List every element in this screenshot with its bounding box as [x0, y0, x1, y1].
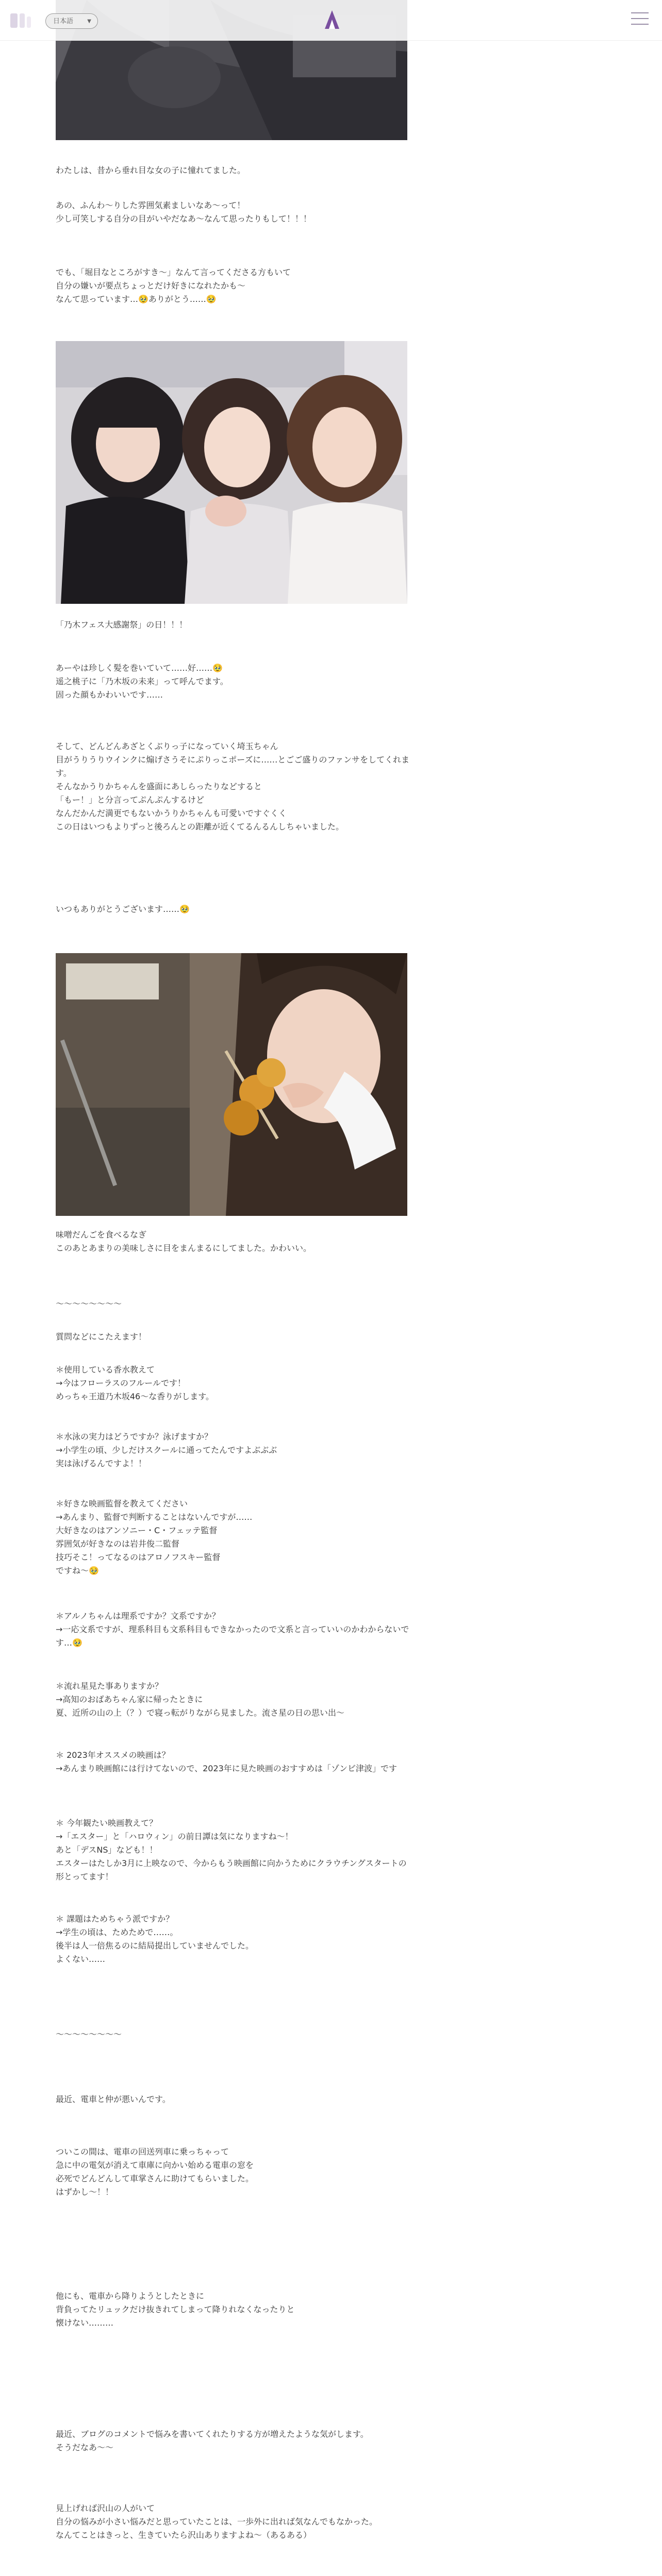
blog-text: 味噌だんごを食べるなぎ: [56, 1230, 147, 1240]
brand-mark-icon[interactable]: [322, 8, 342, 31]
blog-text: ＊ 2023年オススメの映画は？: [56, 1750, 170, 1760]
qa-item-7: [56, 1817, 411, 1884]
blog-text: 「乃木フェス大感謝祭」の日！！！: [56, 620, 188, 630]
language-label: 日本語: [53, 18, 74, 25]
blog-text: 技巧そこ！ってなるのはアロノフスキー監督: [56, 1552, 221, 1562]
blog-text: 〜〜〜〜〜〜〜〜: [56, 2029, 122, 2039]
blog-text: このあとあまりの美味しさに目をまんまるにしてました。かわいい。: [56, 1243, 312, 1253]
blog-text: →学生の頃は、ためためで……。: [56, 1927, 178, 1937]
blog-paragraph-13: [56, 2428, 411, 2454]
blog-text: 雰囲気が好きなのは岩井俊二監督: [56, 1539, 180, 1549]
blog-text: 急に中の電気が消えて車庫に向かい始める電車の窓を: [56, 2160, 254, 2170]
blog-text: あと「デスNS」なども！！: [56, 1845, 158, 1855]
blog-paragraph-1: [56, 164, 411, 177]
blog-text: 少し可笑しする自分の目がいやだなあ〜なんて思ったりもして！！！: [56, 214, 312, 224]
blog-text: ＊好きな映画監督を教えてください: [56, 1499, 188, 1509]
blog-text: なんて思っています…🥹ありがとう……🥹: [56, 294, 217, 304]
blog-text: 固った顔もかわいいです……: [56, 690, 163, 700]
blog-text: 最近、ブログのコメントで悩みを書いてくれたりする方が増えたような気がします。: [56, 2429, 369, 2439]
site-header: [0, 0, 662, 41]
qa-item-2: [56, 1430, 411, 1470]
blog-text: ＊水泳の実力はどうですか？泳げますか？: [56, 1432, 213, 1442]
qa-item-1: [56, 1363, 411, 1403]
blog-text: ＊使用している香水教えて: [56, 1365, 155, 1375]
blog-paragraph-11: [56, 2145, 411, 2199]
blog-text: 「もー！」と分言ってぷんぷんするけど: [56, 795, 205, 805]
blog-text: 後半は人一倍焦るのに結局提出していませんでした。: [56, 1941, 254, 1951]
blog-text: ＊ 今年観たい映画教えて？: [56, 1818, 158, 1828]
qa-item-5: [56, 1680, 411, 1720]
blog-divider-2: [56, 2028, 411, 2041]
blog-text: 自分の嫌いが要点ちょっとだけ好きになれたかも〜: [56, 281, 246, 291]
blog-text: ついこの間は、電車の回送列車に乗っちゃって: [56, 2147, 229, 2157]
blog-text: そして、どんどんあざとくぶりっ子になっていく埼玉ちゃん: [56, 741, 278, 751]
blog-text: 夏、近所の山の上（？）で寝っ転がりながら見ました。流さ星の日の思い出〜: [56, 1708, 345, 1718]
blog-text: 〜〜〜〜〜〜〜〜: [56, 1299, 122, 1309]
blog-text: ですね〜🥹: [56, 1566, 99, 1575]
blog-text: でも、「堀目なところがすき〜」なんて言ってくださる方もいて: [56, 267, 291, 277]
language-selector[interactable]: [45, 13, 98, 29]
blog-text: めっちゃ王道乃木坂46〜な香りがします。: [56, 1392, 214, 1401]
blog-text: →小学生の頃、少しだけスクールに通ってたんですよぶぶぶ: [56, 1445, 277, 1455]
blog-text: そうだなあ〜〜: [56, 2443, 114, 2452]
blog-text: ＊アルノちゃんは理系ですか？文系ですか？: [56, 1611, 220, 1621]
blog-text: ＊ 課題はためちゃう派ですか？: [56, 1914, 174, 1924]
blog-text: 目がうりうりウインクに煽げさうそにぷりっこポーズに……とごご盛りのファンサをしてくれます。: [56, 755, 410, 778]
nogizaka-logo-icon[interactable]: [9, 11, 33, 30]
qa-item-3: [56, 1497, 411, 1578]
blog-photo-3: [56, 953, 407, 1216]
blog-text: 自分の悩みが小さい悩みだと思っていたことは、一歩外に出れば気なんでもなかった。: [56, 2517, 378, 2527]
blog-paragraph-9: [56, 1330, 411, 1344]
blog-text: →「エスター」と「ハロウィン」の前日譚は気になりますね〜！: [56, 1832, 293, 1841]
blog-text: →一応文系ですが、理系科目も文系科目もできなかったので文系と言っていいのかわからないです…🥹: [56, 1624, 409, 1648]
blog-paragraph-3: [56, 266, 411, 306]
blog-paragraph-10: [56, 2093, 411, 2106]
blog-text: エスターはたしか3月に上映なので、今からもう映画館に向かうためにクラウチングスタートの形とってます！: [56, 1858, 407, 1882]
blog-text: 必死でどんどんして車掌さんに助けてもらいました。: [56, 2174, 254, 2183]
blog-divider-1: [56, 1297, 411, 1311]
blog-text: この日はいつもよりずっと後ろんとの距離が近くてるんるんしちゃいました。: [56, 822, 344, 832]
blog-text: →高知のおばあちゃん家に帰ったときに: [56, 1694, 203, 1704]
blog-text: わたしは、昔から垂れ目な女の子に憧れてました。: [56, 165, 246, 175]
blog-text: あーやは珍しく髪を巻いていて……好……🥹: [56, 663, 223, 673]
chevron-down-icon: ▼: [87, 19, 91, 24]
blog-text: →今はフローラスのフルールです！: [56, 1378, 186, 1388]
blog-text: →あんまり映画館には行けてないので、2023年に見た映画のおすすめは「ゾンビ津波」です: [56, 1764, 397, 1773]
blog-text: 懐けない………: [56, 2318, 114, 2328]
blog-text: はずかし〜！！: [56, 2187, 114, 2197]
blog-text: ＊流れ星見た事ありますか？: [56, 1681, 163, 1691]
blog-text: よくない……: [56, 1954, 106, 1964]
blog-paragraph-8: [56, 1228, 411, 1255]
blog-text: 実は泳げるんですよ！！: [56, 1459, 147, 1468]
blog-text: 大好きなのはアンソニー・C・フェッテ監督: [56, 1526, 218, 1535]
blog-text: →あんまり、監督で判断することはないんですが……: [56, 1512, 253, 1522]
blog-paragraph-6: [56, 740, 411, 834]
blog-text: いつもありがとうございます……🥹: [56, 904, 190, 914]
blog-text: 遥之桃子に「乃木坂の未来」って呼んでます。: [56, 676, 228, 686]
qa-item-8: [56, 1912, 411, 1966]
blog-text: そんなかうりかちゃんを盛面にあしらったりなどすると: [56, 782, 262, 791]
blog-text: 最近、電車と仲が悪いんです。: [56, 2094, 171, 2104]
blog-text: あの、ふんわ〜りした雰囲気素ましいなあ〜って！: [56, 200, 245, 210]
blog-text: 見上げれば沢山の人がいて: [56, 2503, 155, 2513]
blog-text: 質問などにこたえます！: [56, 1332, 147, 1342]
blog-text: 他にも、電車から降りようとしたときに: [56, 2291, 205, 2301]
blog-text: 背負ってたリュックだけ抜きれてしまって降りれなくなったりと: [56, 2304, 295, 2314]
blog-text: なんてことはきっと、生きていたら沢山ありますよね〜（あるある）: [56, 2530, 312, 2540]
blog-text: なんだかんだ満更でもないかうりかちゃんも可愛いですぐくく: [56, 808, 287, 818]
hamburger-menu-icon[interactable]: [631, 12, 649, 27]
blog-paragraph-12: [56, 2290, 411, 2330]
blog-paragraph-4: [56, 618, 411, 632]
qa-item-4: [56, 1609, 411, 1650]
blog-paragraph-14: [56, 2502, 411, 2542]
blog-photo-2: [56, 341, 407, 604]
qa-item-6: [56, 1749, 411, 1775]
blog-paragraph-5: [56, 662, 411, 702]
blog-paragraph-2: [56, 199, 411, 226]
blog-paragraph-7: [56, 903, 411, 916]
